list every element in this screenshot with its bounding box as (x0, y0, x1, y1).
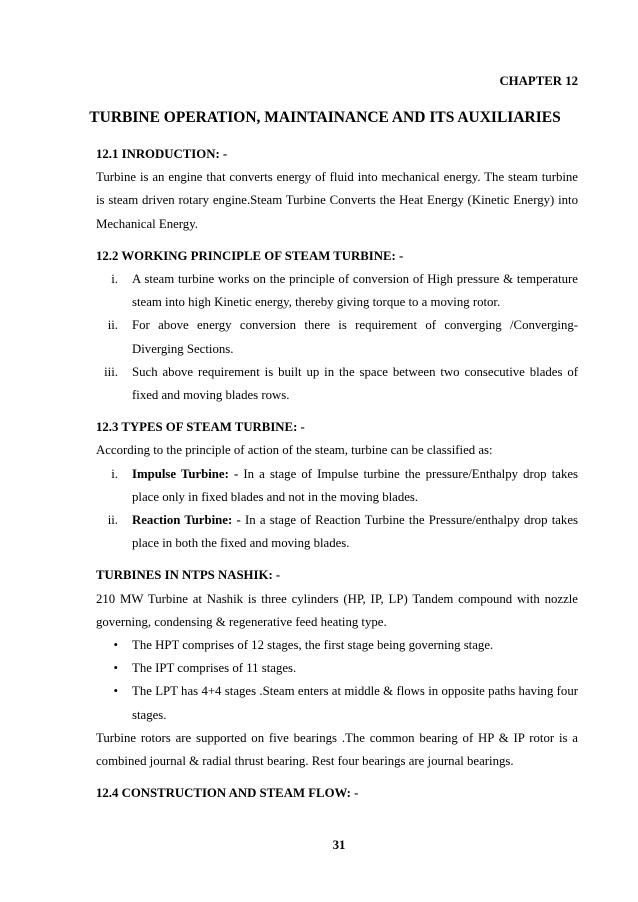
term-description: In a stage of Reaction Turbine the Pressure/enthalpy drop takes place in both the fixed and moving blades. (132, 513, 578, 551)
section-heading: 12.2 WORKING PRINCIPLE OF STEAM TURBINE: - (96, 248, 404, 263)
list-item-text (132, 463, 578, 509)
paragraph: Turbine rotors are supported on five bearings .The common bearing of HP & IP rotor is a combined journal & radial thrust bearing. Rest four bearings are journal bearings. (96, 730, 578, 769)
page-number: 31 (332, 838, 346, 852)
section-construction (96, 782, 578, 805)
bullet-text: The LPT has 4+4 stages .Steam enters at middle & flows in opposite paths having four stages. (132, 684, 578, 722)
section-heading: TURBINES IN NTPS NASHIK: - (96, 568, 281, 583)
bullet-text: The IPT comprises of 11 stages. (132, 661, 297, 676)
term-label: Reaction Turbine: - (132, 513, 241, 528)
paragraph: According to the principle of action of the steam, turbine can be classified as: (96, 443, 493, 458)
section-turbines-nashik (96, 564, 578, 773)
list-number: i. (111, 272, 118, 287)
list-item (96, 314, 578, 360)
section-introduction (96, 143, 578, 236)
bullet-marker: • (113, 661, 118, 676)
list-number: i. (111, 466, 118, 481)
term-description: In a stage of Impulse turbine the pressure/Enthalpy drop takes place only in fixed blades and not in the moving blades. (132, 466, 578, 504)
page-title: TURBINE OPERATION, MAINTAINANCE AND ITS AUXILIARIES (89, 109, 561, 126)
list-item-text: For above energy conversion there is requirement of converging /Converging-Diverging Sections. (132, 318, 578, 356)
list-item-text (132, 509, 578, 555)
list-number: iii. (104, 364, 118, 379)
section-types (96, 416, 578, 555)
list-number: ii. (107, 318, 118, 333)
section-heading: 12.1 INRODUCTION: - (96, 147, 228, 161)
bullet-text: The HPT comprises of 12 stages, the first stage being governing stage. (132, 638, 494, 653)
document-body (96, 143, 578, 814)
bullet-item (96, 680, 578, 726)
list-number: ii. (107, 513, 118, 528)
section-heading: 12.3 TYPES OF STEAM TURBINE: - (96, 420, 305, 435)
paragraph: Turbine is an engine that converts energy of fluid into mechanical energy. The steam turbine is steam driven rotary engine.Steam Turbine Converts the Heat Energy (Kinetic Energy) into Mechanical Energy. (96, 170, 578, 231)
section-working-principle (96, 245, 578, 407)
paragraph: 210 MW Turbine at Nashik is three cylinders (HP, IP, LP) Tandem compound with nozzle governing, condensing & regenerative feed heating type. (96, 591, 578, 629)
list-item (96, 268, 578, 314)
list-item (96, 361, 578, 407)
bullet-item (96, 634, 578, 657)
section-heading: 12.4 CONSTRUCTION AND STEAM FLOW: - (96, 786, 359, 801)
list-item (96, 463, 578, 509)
bullet-item (96, 657, 578, 680)
list-item-text: Such above requirement is built up in the space between two consecutive blades of fixed and moving blades rows. (132, 364, 578, 403)
chapter-label: CHAPTER 12 (499, 74, 578, 88)
bullet-marker: • (113, 638, 118, 653)
list-item-text: A steam turbine works on the principle of conversion of High pressure & temperature steam into high Kinetic energy, thereby giving torque to a moving rotor. (132, 272, 578, 310)
bullet-marker: • (113, 684, 118, 699)
list-item (96, 509, 578, 555)
term-label: Impulse Turbine: - (132, 466, 239, 481)
